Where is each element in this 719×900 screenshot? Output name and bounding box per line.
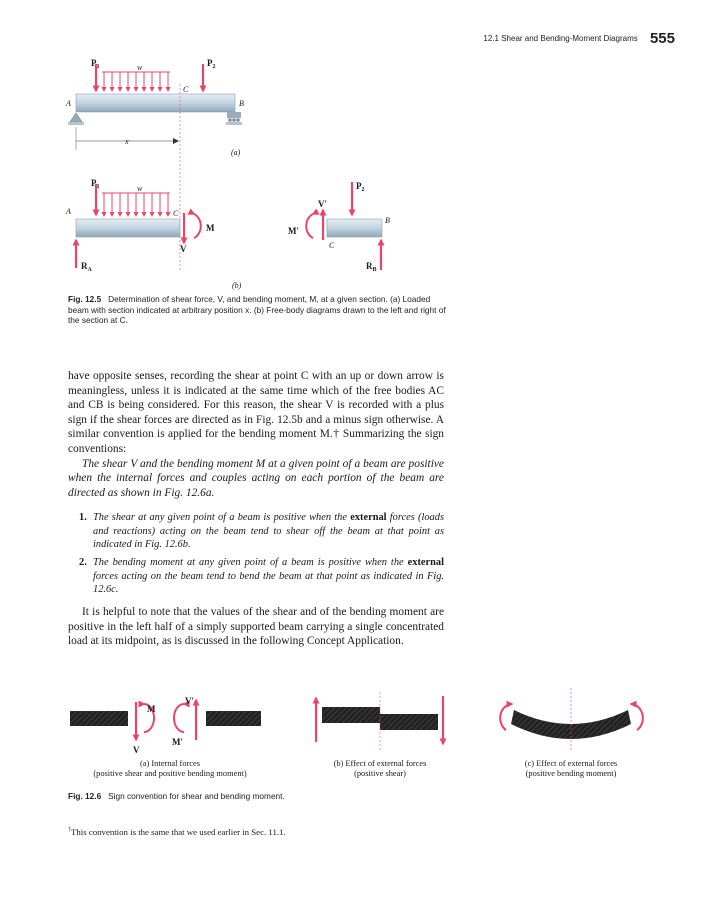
fig-12-6a-caption-2: (positive shear and positive bending moment) [93,769,247,778]
rule-2-bold: external [407,557,444,568]
figure-12-5-caption-text: Determination of shear force, V, and bending moment, M, at a given section. (a) Loaded beam with section indicated at arbitrary position x. (b) Free-body diagrams drawn to the left and right of the section at C. [68,294,446,325]
beam-cb [327,219,382,237]
rule-1 [79,511,444,552]
subfig-label-b: (b) [232,281,242,290]
moment-m-arrow [194,214,201,238]
rule-2 [79,556,444,597]
label-m-prime: M′ [288,226,300,236]
label-m-prime-a: M′ [172,737,184,747]
label-m: M [206,223,215,233]
label-p1-fbd: $P_1$ [91,178,100,190]
body-text-2 [68,605,444,649]
right-moment-arrow [631,704,643,730]
figure-12-6-caption-label: Fig. 12.6 [68,791,102,801]
figure-12-5-caption [68,294,453,326]
footnote-mark: † [68,827,71,834]
footnote-text: This convention is the same that we used earlier in Sec. 11.1. [71,827,286,837]
paragraph-helpful-note: It is helpful to note that the values of the shear and of the bending moment are positive in the left half of a simply supported beam carrying a single concentrated load at its midpoint, as is discussed in the following Concept Application. [68,606,444,648]
paragraph-sign-convention: have opposite senses, recording the shear at point C with an up or down arrow is meaningless, unless it is indicated at the same time which of the free bodies AC and CB is being considered. For this reason, the shear V is recorded with a plus sign if the shear forces are directed as in Fig. 12.5b and a minus sign otherwise. A similar convention is applied for the bending moment M.† Summarizing the sign conventions: [68,370,444,455]
label-v-prime-a: V′ [185,696,195,706]
label-x: x [125,137,129,146]
label-rb: $R_B$ [366,261,377,273]
paragraph-sign-definition: The shear V and the bending moment M at a given point of a beam are positive when the internal forces and couples acting on each portion of the beam are directed as shown in Fig. 12.6a. [68,457,444,499]
rule-2-number: 2. [79,557,87,568]
pin-support-a [70,113,82,122]
free-body-left [65,178,215,273]
fig-12-6c-caption-1: (c) Effect of external forces [524,759,618,768]
rule-2-text-a: The bending moment at any given point of a beam is positive when the [93,557,408,568]
distributed-load-arrows [104,72,168,91]
fig-12-6c-external-bending [500,688,643,752]
label-ra: $R_A$ [81,261,92,273]
rule-2-text-b: forces acting on the beam tend to bend the beam at that point as indicated in Fig. 12.6c. [93,570,444,596]
body-text [68,369,444,500]
left-segment-b [322,707,380,723]
beam-ab [76,94,235,112]
label-p2-fbd: $P_2$ [356,181,365,193]
loaded-beam-diagram [65,58,244,270]
label-v: V [180,244,187,254]
rule-1-text-b: forces (loads and reactions) acting on the beam tend to shear off the beam at that point as indicated in Fig. 12.6b. [93,512,444,551]
label-m-a: M [147,704,156,714]
label-p2: $P_2$ [207,58,216,70]
fig-12-6b-caption-2: (positive shear) [354,769,406,778]
rule-1-text-a: The shear at any given point of a beam is positive when the [93,512,351,523]
ground-a [68,122,84,125]
distributed-load-arrows-fbd [104,193,168,216]
fig-12-6c-caption-2: (positive bending moment) [525,769,617,778]
label-c-fbd-left: C [173,209,179,218]
subfig-label-a: (a) [231,148,241,157]
figure-12-5 [0,0,719,300]
right-segment-b [380,714,438,730]
label-v-a: V [133,745,140,755]
left-segment [70,711,128,726]
fig-12-6a-internal-forces [70,696,261,755]
moment-m-prime-arrow-a [174,704,184,732]
figure-12-6 [0,680,719,775]
label-p1: $P_1$ [91,58,100,70]
fig-12-6b-caption-1: (b) Effect of external forces [333,759,427,768]
roller-support-b [227,112,241,118]
figure-12-5-caption-label: Fig. 12.5 [68,294,102,304]
label-b: B [239,99,244,108]
label-v-prime: V′ [318,199,328,209]
page-number: 555 [649,30,675,47]
label-c: C [183,85,189,94]
label-c-fbd-right: C [329,241,335,250]
left-moment-arrow [500,704,512,730]
right-segment [206,711,261,726]
figure-12-6-caption-text: Sign convention for shear and bending moment. [108,791,285,801]
fig-12-6a-caption-1: (a) Internal forces [140,759,200,768]
moment-m-prime-arrow [306,214,313,238]
label-a-fbd: A [66,207,71,216]
figure-12-6-caption [68,791,548,802]
label-a: A [66,99,71,108]
rule-1-bold: external [350,512,387,523]
beam-ac [76,219,180,237]
running-title: 12.1 Shear and Bending-Moment Diagrams [483,34,638,43]
label-w: w [137,63,143,72]
fig-12-6b-external-shear [316,692,443,750]
label-b-fbd: B [385,216,390,225]
free-body-right [288,181,390,273]
rule-1-number: 1. [79,512,87,523]
label-w-fbd: w [137,184,143,193]
ground-b [226,122,242,125]
footnote [68,827,468,837]
